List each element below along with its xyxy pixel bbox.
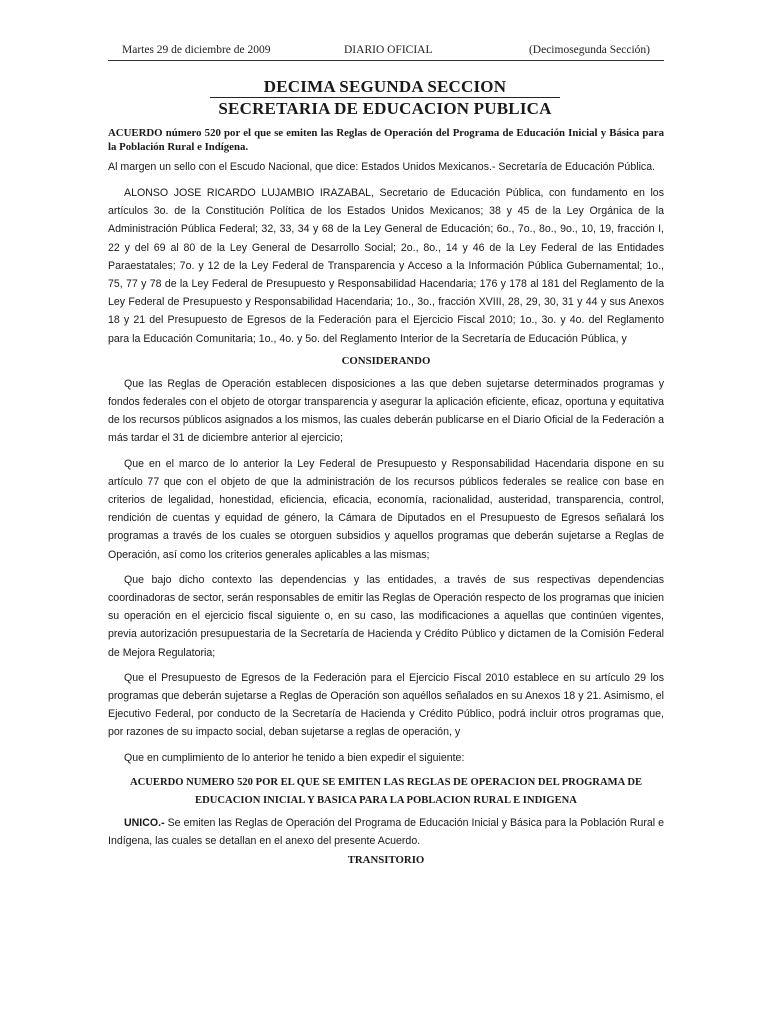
considerando-paragraph: Que el Presupuesto de Egresos de la Federación para el Ejercicio Fiscal 2010 establece en su artículo 29 los programas que deberán sujetarse a Reglas de Operación son aquéllos señalados en su Anexos 18 y 21. Asimismo, el Ejecutivo Federal, por conducto de la Secretaría de Hacienda y Crédito Público, podrá incluir otros programas que, por razones de su impacto social, deban sujetarse a reglas de operación, y	[108, 671, 664, 739]
considerando-paragraph: Que en el marco de lo anterior la Ley Federal de Presupuesto y Responsabilidad Hacendaria dispone en su artículo 77 que con el objeto de que la administración de los recursos públicos federales se realice con base en criterios de legalidad, honestidad, eficiencia, eficacia, economía, racionalidad, austeridad, transparencia, control, rendición de cuentas y equidad de género, la Cámara de Diputados en el Presupuesto de Egresos señalará los programas a través de los cuales se otorguen subsidios y aquellos programas que deberán sujetarse a Reglas de Operación, así como los criterios generales aplicables a las mismas;	[108, 457, 664, 561]
section-title-line1: DECIMA SEGUNDA SECCION	[263, 77, 507, 96]
considerando-paragraph: Que en cumplimiento de lo anterior he tenido a bien expedir el siguiente:	[124, 751, 465, 764]
preamble-paragraph: ALONSO JOSE RICARDO LUJAMBIO IRAZABAL, Secretario de Educación Pública, con fundamento en los artículos 3o. de la Constitución Política de los Estados Unidos Mexicanos; 38 y 45 de la Ley Orgánica de la Administración Pública Federal; 32, 33, 34 y 68 de la Ley General de Educación; 6o., 7o., 8o., 9o., 10, 19, fracción I, 22 y del 69 al 80 de la Ley General de Desarrollo Social; 2o., 8o., 14 y 46 de la Ley Federal de las Entidades Paraestatales; 7o. y 12 de la Ley Federal de Transparencia y Acceso a la Información Pública Gubernamental; 1o., 75, 77 y 78 de la Ley Federal de Presupuesto y Responsabilidad Hacendaria; 176 y 178 al 181 del Reglamento de la Ley Federal de Presupuesto y Responsabilidad Hacendaria; 1o., 3o., fracción XVIII, 28, 29, 30, 31 y 44 y sus Anexos 18 y 21 del Presupuesto de Egresos de la Federación para el Ejercicio Fiscal 2010; 1o., 3o. y 4o. del Reglamento para la Educación Comunitaria; 1o., 4o. y 5o. del Reglamento Interior de la Secretaría de Educación Pública, y	[108, 187, 664, 345]
header-date: Martes 29 de diciembre de 2009	[122, 44, 271, 56]
section-title	[210, 76, 560, 120]
margin-note: Al margen un sello con el Escudo Nacional, que dice: Estados Unidos Mexicanos.- Secretaría de Educación Pública.	[108, 161, 656, 173]
document-body	[108, 126, 664, 866]
unico-label: UNICO.-	[124, 816, 165, 829]
agreement-heading: ACUERDO NUMERO 520 POR EL QUE SE EMITEN LAS REGLAS DE OPERACION DEL PROGRAMA DE EDUCACION INICIAL Y BASICA PARA LA POBLACION RURAL E INDIGENA	[129, 776, 643, 806]
unico-text: Se emiten las Reglas de Operación del Programa de Educación Inicial y Básica para la Población Rural e Indígena, las cuales se detallan en el anexo del presente Acuerdo.	[108, 816, 664, 848]
page-header	[108, 44, 664, 61]
unico-paragraph	[108, 814, 664, 850]
header-publication: DIARIO OFICIAL	[344, 44, 433, 56]
considerando-heading: CONSIDERANDO	[341, 354, 431, 367]
section-title-line2: SECRETARIA DE EDUCACION PUBLICA	[210, 97, 560, 120]
transitorio-heading: TRANSITORIO	[347, 854, 425, 867]
considerando-paragraph: Que las Reglas de Operación establecen disposiciones a las que deben sujetarse determinados programas y fondos federales con el objeto de otorgar transparencia y asegurar la aplicación eficiente, eficaz, oportuna y equitativa de los recursos públicos asignados a los mismos, las cuales deberán publicarse en el Diario Oficial de la Federación a más tardar el 31 de diciembre anterior al ejercicio;	[108, 377, 664, 445]
header-section: (Decimosegunda Sección)	[528, 44, 650, 56]
considerando-paragraph: Que bajo dicho contexto las dependencias y las entidades, a través de sus respectivas dependencias coordinadoras de sector, serán responsables de emitir las Reglas de Operación respecto de los programas que inicien su operación en el ejercicio fiscal siguiente o, en su caso, las modificaciones a aquellas que continúen vigentes, previa autorización presupuestaria de la Secretaría de Hacienda y Crédito Público y dictamen de la Comisión Federal de Mejora Regulatoria;	[108, 573, 664, 659]
agreement-title: ACUERDO número 520 por el que se emiten las Reglas de Operación del Programa de Educación Inicial y Básica para la Población Rural e Indígena.	[108, 127, 664, 153]
